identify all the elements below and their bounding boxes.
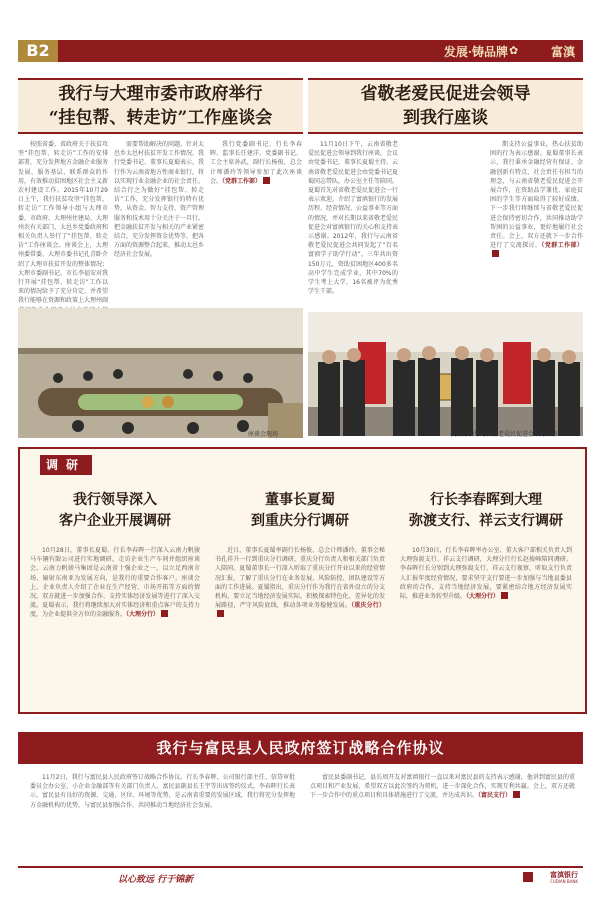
brand-name: 富滇 (550, 45, 575, 59)
research-c-headline: 行长李春晖到大理 弥渡支行、祥云支行调研 (409, 492, 563, 529)
article1-byline: （党群工作部） (222, 177, 262, 185)
research-a-body: 10月28日，董事长夏蜀、行长李春晖一行深入云南力帆骏马车辆有限公司进行实地调研，走访企业生产车间并组织座谈会。云南力帆骏马集团是云南省十强企业之一，以立足西南市场、辐射东南亚为发展方向，是我行的重要合作客户。座谈会上，企业负责人介绍了企业在生产经营、市场开拓等方面的情况，双方就进一步加强合作、支持实体经济发展等进行了深入交流。夏蜀表示，我行将继续加大对实体经济和重点客户的支持力度，为企业提供全方位的金融服务。（大理分行） (30, 547, 200, 619)
group-photo (308, 312, 583, 436)
research-tag: 调研 (40, 455, 92, 475)
article2-photo-caption: 我行行领导与省敬老爱民促进会领导合影 (450, 431, 559, 438)
article2-title-line2: 到我行座谈 (403, 108, 488, 128)
article2-column-2: 期支持公益事业，热心扶贫助困的行为表示感谢。夏蜀董事长表示，我行秉承金融经营有保证、金融创新有特点、社会责任有担当的理念，与云南省敬老爱民促进会开展合作，在资助品学兼优、家庭贫困的学生等方面取得了较好成绩。下一步我行将继续与省敬老爱民促进会保持密切合作，共同推动助学帮困的公益事业，更好地履行社会责任。会上，双方还就下一步合作进行了交流探讨。（党群工作部） (490, 140, 583, 308)
article2-column-2-spacer (403, 140, 483, 308)
footer-bank-name: 富滇银行 (550, 871, 578, 879)
research-b-headline: 董事长夏蜀 到重庆分行调研 (251, 492, 349, 529)
article2-column-1: 11月10日下午，云南省敬老爱民促进会领导到我行座谈，会议由党委书记、董事长夏蜀主持。云南省敬老爱民促进会由党委书记夏蜀同志带队，办公室主任等陪同。夏蜀首先对省敬老爱民促进会一行表示欢迎，介绍了富滇银行的发展历程、经营情况、公益事业等方面的情况，并对长期以来省敬老爱民促进会对富滇银行的关心和支持表示感谢。2012年，我行与云南省敬老爱民促进会共同发起了“百名富滇学子助学行动”，三年共出资150万元，资助贫困地区400多名高中学生完成学业，其中70%的学生考上大学，16名被评为优秀学生干部。 (308, 141, 399, 296)
article3-headline: 我行与富民县人民政府签订战略合作协议 (18, 732, 583, 764)
article2-title-line1: 省敬老爱民促进会领导 (360, 84, 531, 104)
page-header (18, 40, 583, 62)
group-photo-image (308, 312, 583, 436)
end-mark-icon (513, 791, 520, 798)
research-c-body: 10月30日，行长李春晖率办公室、董大客户部相关负责人到大理弥渡支行、祥云支行调研，大理分行行长赵俊峰陪同调研。李春晖行长分别到大理弥渡支行、祥云支行视察，听取支行负责人汇报年度经营情况，要求坚守支行要进一步加强与当地县委县政府的合作，支持当地经济发展，要紧密结合地方经济发展实际，推进业务转型升级。（大理分行） (400, 547, 572, 601)
article3-column-1: 11月2日，我行与富民县人民政府签订战略合作协议。行长李春晖、公司银行部主任、信贷审批委员会办公室、小企业金融部等有关部门负责人、富民县副县长王宇等出席签约仪式。李春晖行长表示，富民县有良好的资源、交通、区位、环境等优势，是云南省重要的发展区域，我行将充分发挥地方金融机构的优势，与富民县加强合作，共同推动当地经济社会发展。 (30, 774, 295, 809)
end-mark-icon (217, 610, 224, 617)
article1-title-line1: 我行与大理市委市政府举行 (58, 84, 263, 104)
article1-column-3: 我行党委副书记、行长李春晖，监事长任建洋，党委副书记、工会主席孙武，副行长杨俊，总会计师潘玲等领导参加了此次座谈会。（党群工作部） (210, 141, 302, 185)
article1-headline (18, 78, 303, 134)
article1-column-2: 需要帮助解决的问题。针对太邑乡太邑村扶贫开发工作情况，我行党委书记、董事长夏蜀表示，我行作为云南省地方性商业银行，将以实现行业金融企业的社会责任。结合行之为做好“挂包帮、转走访”工作，充分发挥银行的特有优势，从资金、智力支持、资产管理服务和技术用十分关注于一旦行。把金融扶贫开发与相关的产业紧密结合，充分发挥资金优势等，把各方面的资源整合起来，推动太邑乡经济社会发展。 (114, 141, 205, 259)
article3-column-2: 富民县委副书记、县长周开友对富滇银行一直以来对富民县的支持表示感谢，他讲到富民县的重点项目和产业发展，希望双方以此次签约为契机，进一步深化合作，实现互利共赢。会上，双方还就下一步合作中的重点项目和具体措施进行了交流，并达成共识。（富民支行） (310, 774, 575, 800)
end-mark-icon (263, 177, 270, 184)
meeting-room-image (18, 308, 303, 438)
section-title: 发展·铸品牌 (443, 45, 508, 59)
brand-seal-icon: ✿ (509, 44, 519, 57)
research-a-headline: 我行领导深入 客户企业开展调研 (59, 492, 171, 529)
meeting-photo (18, 308, 303, 438)
article1-column-1: 按照省委、省政府关于扶贫攻坚“挂包帮、转走访”工作的安排部署，充分发挥地方金融企业服务发展、服务基层、联系群众的作用，有效推动贫困地区社会主义新农村建设工作。2015年10月29日上午，我行扶贫攻坚“挂包帮、转走访”工作领导小组与大理市委、市政府、大理州住建局、大理州农有关部门、太邑乡党委政府和相关负责人举行了“挂包帮、转走访”工作座谈会。座谈会上，大理州委常委、大理市委书记孔青卧介绍了大理市扶贫开发的整体情况；大理市委副书记、市长李福安对我行开展“挂包帮、转走访”工作以来的情况给予了充分肯定，并希望我行能够在资源和政策上大理州副 (18, 141, 109, 305)
footer-slogan: 以心致远 行于锦新 (118, 875, 194, 885)
footer-bank-name-en: FUDIAN BANK (550, 879, 578, 884)
research-b-body: 近日，董事长夏蜀率副行长杨俊、总会计师潘玲、董事会秘书孔祥升一行到重庆分行调研，重庆分行负责人和相关部门负责人陪同。夏蜀董事长一行深入听取了重庆分行开业以来的经营情况汇报，了解了重庆分行在业务发展、风险防控、团队建设等方面的工作进展。夏蜀指出，重庆分行作为我行在省外设立的分支机构，要立足当地经济发展实际，积极探索特色化、差异化的发展路径，严守风险底线，推动各项业务稳健发展。（重庆分行） (215, 546, 385, 696)
footer-rule (18, 866, 583, 868)
article1-photo-caption: 座谈会现场 (248, 431, 279, 438)
page-label: B2 (18, 40, 58, 62)
article1-title-line2: “挂包帮、转走访”工作座谈会 (48, 108, 273, 128)
article2-headline (308, 78, 583, 134)
article2-byline: （党群工作部） (541, 242, 583, 250)
end-mark-icon (161, 610, 168, 617)
end-mark-icon (501, 592, 508, 599)
page-footer (18, 872, 583, 886)
end-mark-icon (492, 250, 499, 257)
fudian-bank-logo-icon (523, 872, 533, 882)
